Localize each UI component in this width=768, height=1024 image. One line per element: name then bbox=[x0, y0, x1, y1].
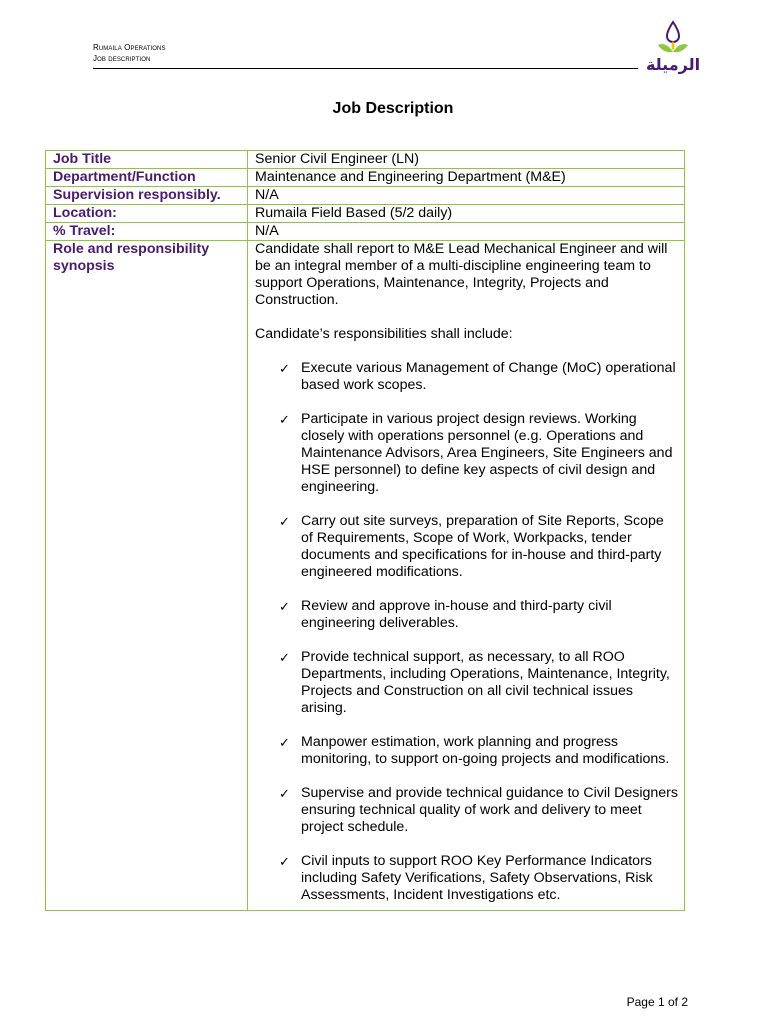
table-row bbox=[46, 187, 685, 205]
row-label-location: Location: bbox=[46, 205, 248, 223]
job-description-table bbox=[45, 150, 685, 911]
logo-text: الرميلة bbox=[645, 55, 701, 74]
row-label-role: Role and responsibility synopsis bbox=[46, 241, 248, 911]
row-value-job-title: Senior Civil Engineer (LN) bbox=[248, 151, 685, 169]
row-label-supervision: Supervision responsibly. bbox=[46, 187, 248, 205]
row-value-travel: N/A bbox=[248, 223, 685, 241]
row-value-location: Rumaila Field Based (5/2 daily) bbox=[248, 205, 685, 223]
check-icon: ✓ bbox=[279, 650, 290, 665]
list-item bbox=[279, 411, 678, 496]
list-item bbox=[279, 785, 678, 836]
check-icon: ✓ bbox=[279, 854, 290, 869]
check-icon: ✓ bbox=[279, 786, 290, 801]
list-item bbox=[279, 360, 678, 394]
list-item bbox=[279, 513, 678, 581]
table-row bbox=[46, 169, 685, 187]
row-value-supervision: N/A bbox=[248, 187, 685, 205]
header-company: Rumaila Operations bbox=[93, 43, 166, 52]
list-item-text: Participate in various project design reviews. Working closely with operations personnel (e.g. Operations and Maintenance Advisors, Area Engineers, Site Engineers and HSE personnel) to define key aspects of civil design and engineering. bbox=[301, 411, 673, 495]
list-item bbox=[279, 734, 678, 768]
rumaila-logo bbox=[640, 18, 706, 74]
list-item bbox=[279, 649, 678, 717]
page-title: Job Description bbox=[332, 100, 454, 117]
list-item bbox=[279, 598, 678, 632]
list-item-text: Supervise and provide technical guidance to Civil Designers ensuring technical quality of work and delivery to meet project schedule. bbox=[301, 785, 678, 835]
check-icon: ✓ bbox=[279, 514, 290, 529]
check-icon: ✓ bbox=[279, 412, 290, 427]
table-row bbox=[46, 205, 685, 223]
list-item-text: Carry out site surveys, preparation of Site Reports, Scope of Requirements, Scope of Work, Workpacks, tender documents and specifications for in-house and third-party engineered modifications. bbox=[301, 513, 664, 580]
responsibilities-intro: Candidate’s responsibilities shall include: bbox=[255, 326, 513, 342]
table-row bbox=[46, 241, 685, 911]
table-row bbox=[46, 151, 685, 169]
list-item-text: Civil inputs to support ROO Key Performance Indicators including Safety Verifications, Safety Observations, Risk Assessments, Incident Investigations etc. bbox=[301, 853, 653, 903]
responsibilities-list bbox=[255, 360, 678, 904]
row-value-role bbox=[248, 241, 685, 911]
list-item-text: Execute various Management of Change (MoC) operational based work scopes. bbox=[301, 360, 676, 393]
row-value-department: Maintenance and Engineering Department (M&E) bbox=[248, 169, 685, 187]
table-row bbox=[46, 223, 685, 241]
page-number: Page 1 of 2 bbox=[626, 995, 688, 1009]
list-item-text: Manpower estimation, work planning and progress monitoring, to support on-going projects and modifications. bbox=[301, 734, 670, 767]
header-doc-type: Job description bbox=[93, 54, 151, 63]
check-icon: ✓ bbox=[279, 361, 290, 376]
flame-leaf-logo-icon bbox=[640, 18, 706, 74]
list-item bbox=[279, 853, 678, 904]
list-item-text: Provide technical support, as necessary, to all ROO Departments, including Operations, Maintenance, Integrity, Projects and Construction on all civil technical issues arising. bbox=[301, 649, 670, 716]
row-label-travel: % Travel: bbox=[46, 223, 248, 241]
row-label-job-title: Job Title bbox=[46, 151, 248, 169]
document-header bbox=[93, 42, 638, 69]
role-intro: Candidate shall report to M&E Lead Mechanical Engineer and will be an integral member of a multi-discipline engineering team to support Operations, Maintenance, Integrity, Projects and Construction. bbox=[255, 241, 668, 308]
check-icon: ✓ bbox=[279, 735, 290, 750]
row-label-department: Department/Function bbox=[46, 169, 248, 187]
check-icon: ✓ bbox=[279, 599, 290, 614]
list-item-text: Review and approve in-house and third-party civil engineering deliverables. bbox=[301, 598, 612, 631]
